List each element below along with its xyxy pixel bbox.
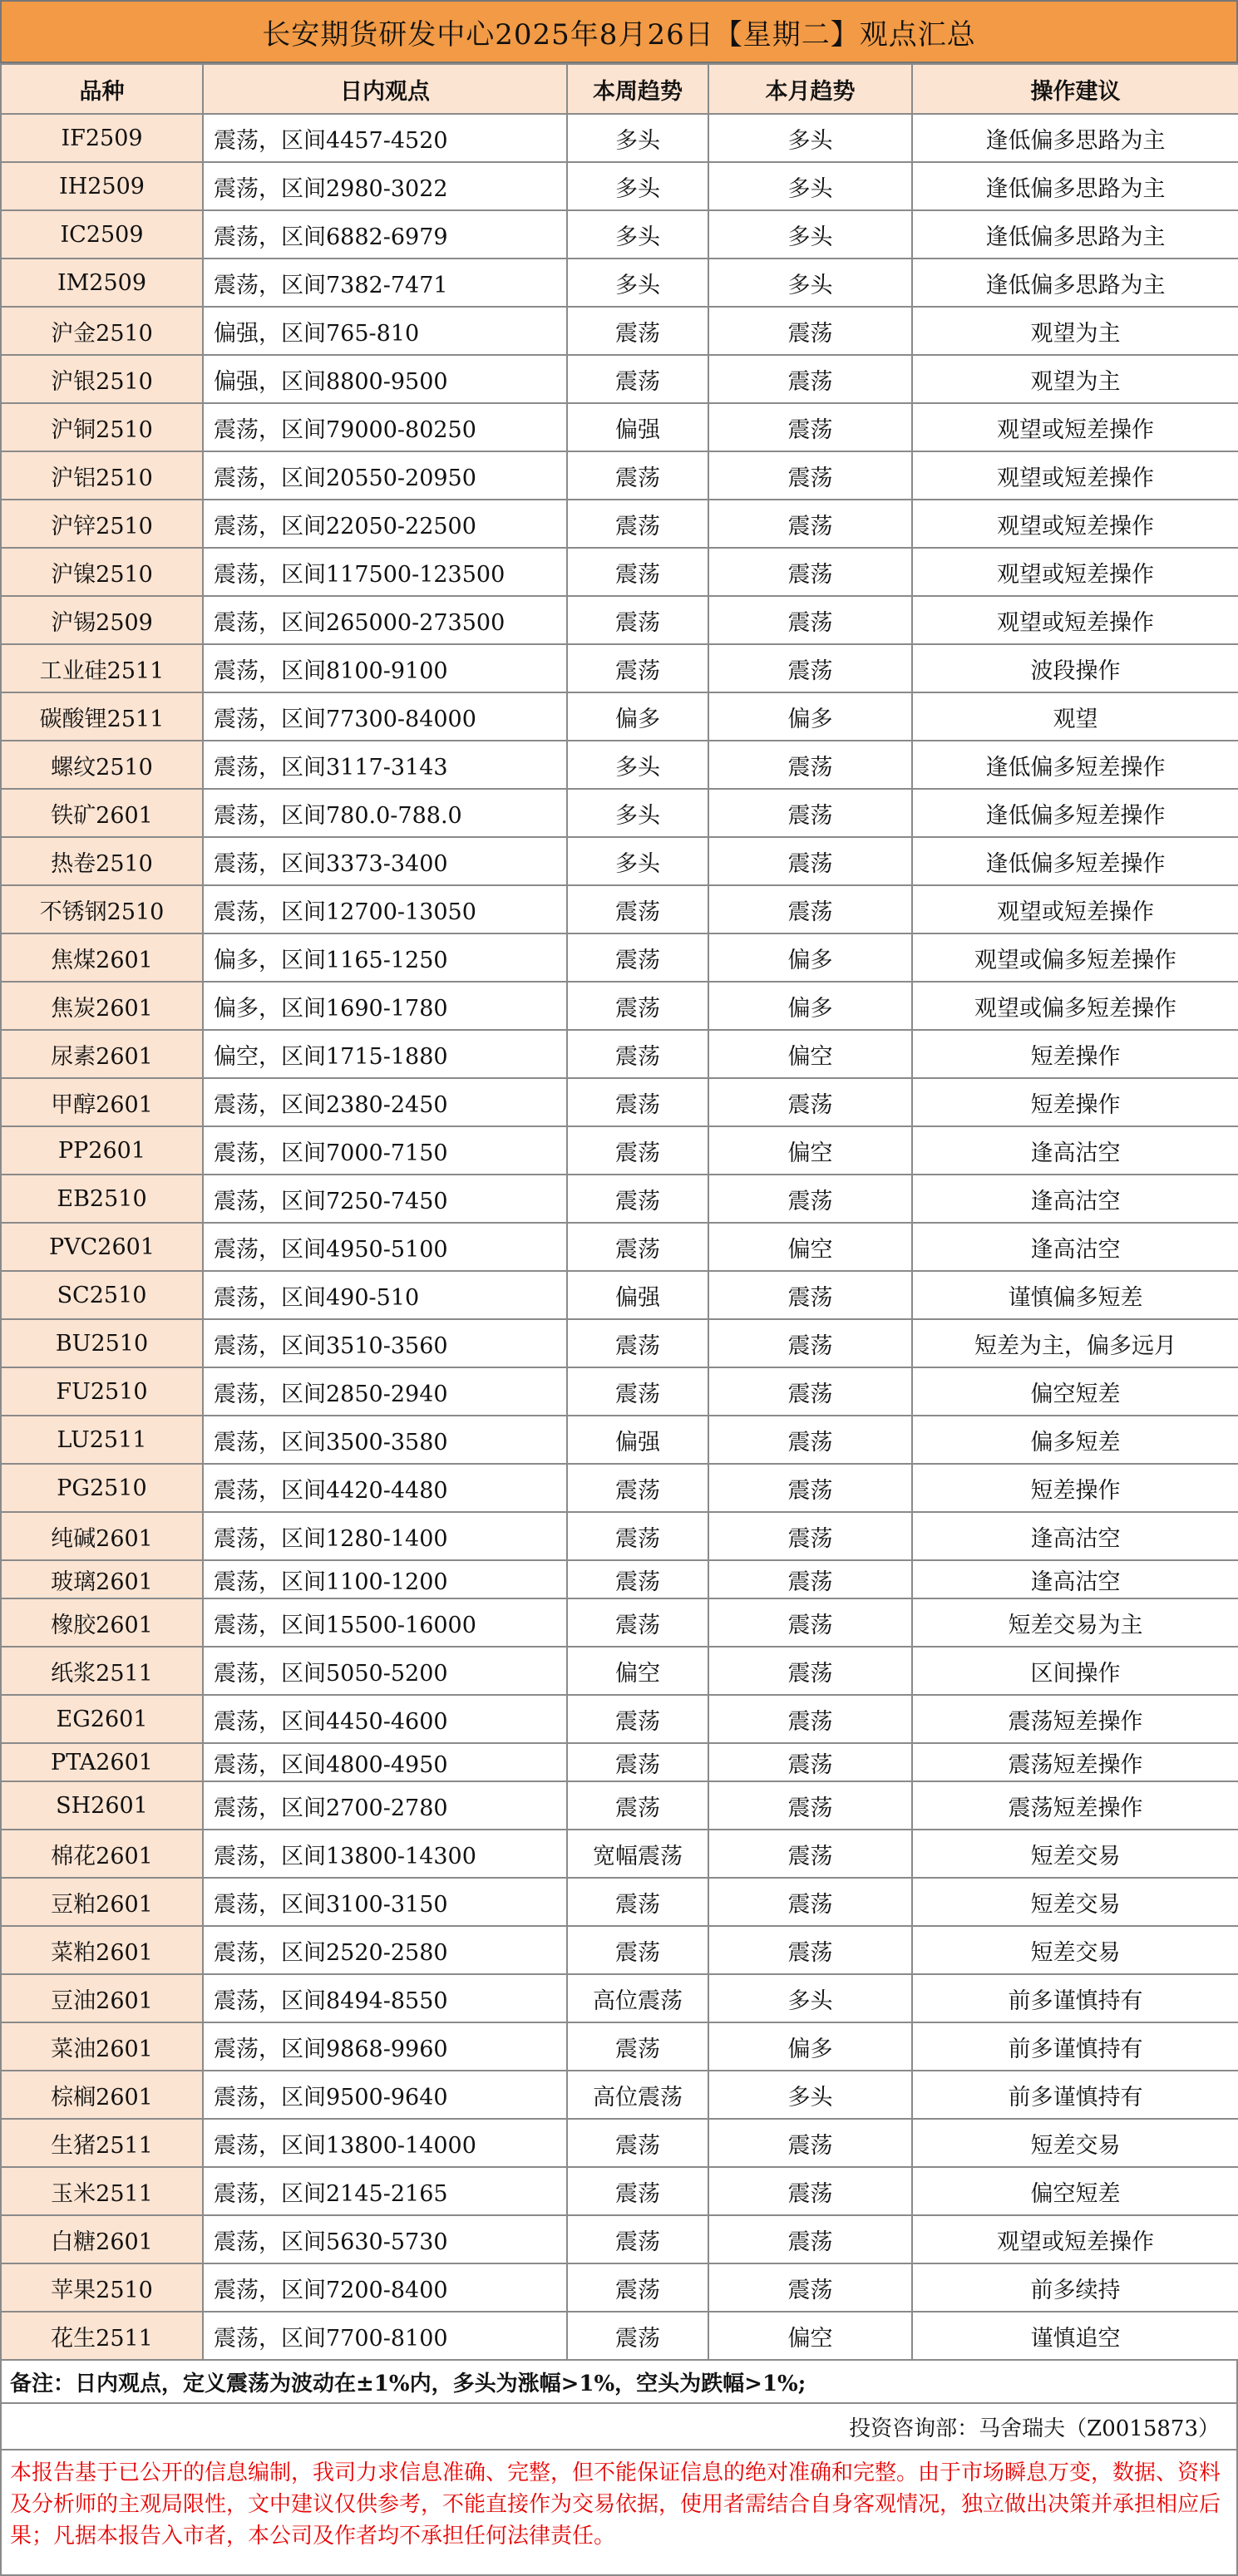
cell-intraday-view: 震荡，区间79000-80250 (203, 403, 567, 451)
cell-intraday-view: 震荡，区间4420-4480 (203, 1464, 567, 1512)
cell-weekly-trend: 震荡 (567, 644, 708, 692)
cell-monthly-trend: 震荡 (708, 1464, 912, 1512)
cell-monthly-trend: 偏多 (708, 692, 912, 741)
cell-weekly-trend: 偏多 (567, 692, 708, 741)
cell-weekly-trend: 震荡 (567, 2167, 708, 2215)
cell-suggestion: 短差交易 (912, 1926, 1238, 1974)
cell-weekly-trend: 偏空 (567, 1647, 708, 1695)
cell-weekly-trend: 震荡 (567, 1878, 708, 1926)
cell-variety: IM2509 (1, 259, 203, 307)
cell-intraday-view: 震荡，区间7200-8400 (203, 2263, 567, 2312)
table-row (1, 355, 1238, 403)
table-row (1, 1464, 1238, 1512)
cell-suggestion: 短差操作 (912, 1078, 1238, 1126)
header-monthly-trend: 本月趋势 (708, 64, 912, 114)
cell-weekly-trend: 震荡 (567, 1464, 708, 1512)
cell-variety: 纯碱2601 (1, 1512, 203, 1560)
table-row (1, 2167, 1238, 2215)
cell-intraday-view: 震荡，区间7382-7471 (203, 259, 567, 307)
cell-variety: 焦煤2601 (1, 933, 203, 982)
cell-suggestion: 观望或短差操作 (912, 451, 1238, 500)
cell-intraday-view: 震荡，区间5630-5730 (203, 2215, 567, 2263)
cell-weekly-trend: 震荡 (567, 1512, 708, 1560)
cell-variety: 沪镍2510 (1, 548, 203, 596)
cell-variety: 螺纹2510 (1, 741, 203, 789)
cell-weekly-trend: 震荡 (567, 307, 708, 355)
table-row (1, 548, 1238, 596)
cell-variety: PVC2601 (1, 1223, 203, 1271)
cell-weekly-trend: 震荡 (567, 982, 708, 1030)
cell-variety: 白糖2601 (1, 2215, 203, 2263)
cell-weekly-trend: 震荡 (567, 451, 708, 500)
cell-weekly-trend: 震荡 (567, 2022, 708, 2071)
cell-intraday-view: 震荡，区间1280-1400 (203, 1512, 567, 1560)
cell-intraday-view: 震荡，区间780.0-788.0 (203, 789, 567, 837)
table-row (1, 2071, 1238, 2119)
cell-variety: SC2510 (1, 1271, 203, 1319)
cell-suggestion: 前多谨慎持有 (912, 2071, 1238, 2119)
cell-suggestion: 震荡短差操作 (912, 1695, 1238, 1743)
cell-variety: 沪铝2510 (1, 451, 203, 500)
cell-intraday-view: 震荡，区间3373-3400 (203, 837, 567, 885)
views-table (0, 63, 1238, 2361)
cell-monthly-trend: 震荡 (708, 2119, 912, 2167)
cell-variety: 沪锡2509 (1, 596, 203, 644)
table-row (1, 2312, 1238, 2360)
cell-monthly-trend: 多头 (708, 114, 912, 162)
cell-monthly-trend: 震荡 (708, 1647, 912, 1695)
cell-variety: 花生2511 (1, 2312, 203, 2360)
cell-suggestion: 逢低偏多思路为主 (912, 162, 1238, 210)
cell-monthly-trend: 震荡 (708, 1743, 912, 1781)
cell-suggestion: 区间操作 (912, 1647, 1238, 1695)
cell-monthly-trend: 震荡 (708, 1598, 912, 1647)
cell-suggestion: 观望或短差操作 (912, 2215, 1238, 2263)
cell-suggestion: 逢低偏多思路为主 (912, 259, 1238, 307)
cell-variety: 碳酸锂2511 (1, 692, 203, 741)
cell-intraday-view: 震荡，区间77300-84000 (203, 692, 567, 741)
cell-monthly-trend: 震荡 (708, 885, 912, 933)
table-row (1, 596, 1238, 644)
table-row (1, 403, 1238, 451)
cell-suggestion: 观望或短差操作 (912, 500, 1238, 548)
cell-intraday-view: 震荡，区间4950-5100 (203, 1223, 567, 1271)
cell-monthly-trend: 震荡 (708, 307, 912, 355)
cell-suggestion: 谨慎偏多短差 (912, 1271, 1238, 1319)
table-row (1, 1512, 1238, 1560)
cell-variety: 纸浆2511 (1, 1647, 203, 1695)
cell-monthly-trend: 震荡 (708, 596, 912, 644)
cell-intraday-view: 震荡，区间2520-2580 (203, 1926, 567, 1974)
cell-variety: 玻璃2601 (1, 1560, 203, 1598)
cell-suggestion: 逢高沽空 (912, 1512, 1238, 1560)
table-row (1, 1781, 1238, 1830)
cell-monthly-trend: 震荡 (708, 2215, 912, 2263)
cell-weekly-trend: 震荡 (567, 1078, 708, 1126)
table-row (1, 789, 1238, 837)
cell-variety: LU2511 (1, 1416, 203, 1464)
header-variety: 品种 (1, 64, 203, 114)
table-row (1, 307, 1238, 355)
cell-weekly-trend: 震荡 (567, 2263, 708, 2312)
cell-suggestion: 偏空短差 (912, 2167, 1238, 2215)
cell-variety: 铁矿2601 (1, 789, 203, 837)
cell-suggestion: 逢低偏多短差操作 (912, 741, 1238, 789)
cell-monthly-trend: 震荡 (708, 2263, 912, 2312)
cell-suggestion: 逢高沽空 (912, 1175, 1238, 1223)
header-suggestion: 操作建议 (912, 64, 1238, 114)
header-intraday-view: 日内观点 (203, 64, 567, 114)
cell-monthly-trend: 震荡 (708, 1512, 912, 1560)
cell-intraday-view: 震荡，区间1100-1200 (203, 1560, 567, 1598)
cell-variety: PTA2601 (1, 1743, 203, 1781)
cell-monthly-trend: 震荡 (708, 837, 912, 885)
table-row (1, 1830, 1238, 1878)
footnote: 备注：日内观点，定义震荡为波动在±1%内，多头为涨幅>1%，空头为跌幅>1%; (0, 2361, 1238, 2404)
cell-weekly-trend: 震荡 (567, 1926, 708, 1974)
cell-monthly-trend: 震荡 (708, 1367, 912, 1416)
cell-variety: 豆油2601 (1, 1974, 203, 2022)
cell-weekly-trend: 震荡 (567, 2119, 708, 2167)
cell-suggestion: 短差为主，偏多远月 (912, 1319, 1238, 1367)
cell-weekly-trend: 偏强 (567, 1271, 708, 1319)
cell-suggestion: 短差交易为主 (912, 1598, 1238, 1647)
cell-variety: 沪铜2510 (1, 403, 203, 451)
cell-suggestion: 逢高沽空 (912, 1126, 1238, 1175)
table-row (1, 1560, 1238, 1598)
cell-weekly-trend: 高位震荡 (567, 1974, 708, 2022)
cell-intraday-view: 偏空，区间1715-1880 (203, 1030, 567, 1078)
cell-intraday-view: 震荡，区间265000-273500 (203, 596, 567, 644)
cell-suggestion: 短差操作 (912, 1464, 1238, 1512)
cell-weekly-trend: 震荡 (567, 596, 708, 644)
cell-intraday-view: 震荡，区间4457-4520 (203, 114, 567, 162)
cell-weekly-trend: 震荡 (567, 500, 708, 548)
cell-intraday-view: 震荡，区间3510-3560 (203, 1319, 567, 1367)
cell-suggestion: 逢低偏多思路为主 (912, 114, 1238, 162)
cell-suggestion: 逢高沽空 (912, 1560, 1238, 1598)
cell-intraday-view: 震荡，区间117500-123500 (203, 548, 567, 596)
cell-monthly-trend: 多头 (708, 2071, 912, 2119)
cell-monthly-trend: 震荡 (708, 789, 912, 837)
cell-suggestion: 谨慎追空 (912, 2312, 1238, 2360)
table-row (1, 2263, 1238, 2312)
table-row (1, 1271, 1238, 1319)
table-row (1, 1647, 1238, 1695)
cell-suggestion: 观望 (912, 692, 1238, 741)
cell-intraday-view: 震荡，区间2380-2450 (203, 1078, 567, 1126)
cell-variety: FU2510 (1, 1367, 203, 1416)
cell-intraday-view: 震荡，区间9500-9640 (203, 2071, 567, 2119)
cell-weekly-trend: 震荡 (567, 1030, 708, 1078)
cell-weekly-trend: 多头 (567, 837, 708, 885)
table-row (1, 741, 1238, 789)
cell-intraday-view: 震荡，区间5050-5200 (203, 1647, 567, 1695)
cell-weekly-trend: 震荡 (567, 2312, 708, 2360)
cell-weekly-trend: 震荡 (567, 548, 708, 596)
table-row (1, 2215, 1238, 2263)
cell-monthly-trend: 震荡 (708, 644, 912, 692)
header-weekly-trend: 本周趋势 (567, 64, 708, 114)
cell-weekly-trend: 震荡 (567, 1560, 708, 1598)
table-row (1, 1126, 1238, 1175)
cell-intraday-view: 震荡，区间7250-7450 (203, 1175, 567, 1223)
cell-monthly-trend: 震荡 (708, 548, 912, 596)
cell-monthly-trend: 多头 (708, 1974, 912, 2022)
cell-intraday-view: 震荡，区间3500-3580 (203, 1416, 567, 1464)
table-row (1, 1319, 1238, 1367)
cell-weekly-trend: 多头 (567, 259, 708, 307)
table-row (1, 1743, 1238, 1781)
cell-monthly-trend: 偏多 (708, 982, 912, 1030)
cell-suggestion: 逢高沽空 (912, 1223, 1238, 1271)
table-row (1, 837, 1238, 885)
cell-monthly-trend: 震荡 (708, 403, 912, 451)
cell-monthly-trend: 偏空 (708, 1030, 912, 1078)
cell-intraday-view: 震荡，区间9868-9960 (203, 2022, 567, 2071)
cell-suggestion: 震荡短差操作 (912, 1781, 1238, 1830)
cell-variety: IF2509 (1, 114, 203, 162)
cell-monthly-trend: 偏空 (708, 1126, 912, 1175)
cell-monthly-trend: 震荡 (708, 1830, 912, 1878)
contact-line: 投资咨询部：马舍瑞夫（Z0015873） (0, 2404, 1238, 2450)
table-row (1, 162, 1238, 210)
cell-weekly-trend: 震荡 (567, 1781, 708, 1830)
table-row (1, 2119, 1238, 2167)
cell-intraday-view: 震荡，区间7000-7150 (203, 1126, 567, 1175)
table-row (1, 1695, 1238, 1743)
cell-suggestion: 波段操作 (912, 644, 1238, 692)
page-title: 长安期货研发中心2025年8月26日【星期二】观点汇总 (0, 0, 1238, 63)
cell-monthly-trend: 多头 (708, 210, 912, 259)
cell-intraday-view: 震荡，区间8494-8550 (203, 1974, 567, 2022)
cell-suggestion: 短差操作 (912, 1030, 1238, 1078)
cell-variety: 棉花2601 (1, 1830, 203, 1878)
cell-weekly-trend: 偏强 (567, 1416, 708, 1464)
cell-weekly-trend: 震荡 (567, 1743, 708, 1781)
cell-variety: PG2510 (1, 1464, 203, 1512)
cell-weekly-trend: 震荡 (567, 933, 708, 982)
cell-suggestion: 观望或偏多短差操作 (912, 933, 1238, 982)
cell-weekly-trend: 震荡 (567, 885, 708, 933)
table-row (1, 885, 1238, 933)
cell-variety: 玉米2511 (1, 2167, 203, 2215)
cell-intraday-view: 偏强，区间765-810 (203, 307, 567, 355)
cell-intraday-view: 偏强，区间8800-9500 (203, 355, 567, 403)
cell-intraday-view: 震荡，区间13800-14300 (203, 1830, 567, 1878)
table-row (1, 451, 1238, 500)
cell-intraday-view: 震荡，区间2700-2780 (203, 1781, 567, 1830)
cell-variety: SH2601 (1, 1781, 203, 1830)
cell-intraday-view: 偏多，区间1165-1250 (203, 933, 567, 982)
cell-weekly-trend: 震荡 (567, 1319, 708, 1367)
cell-weekly-trend: 震荡 (567, 355, 708, 403)
cell-monthly-trend: 震荡 (708, 355, 912, 403)
cell-suggestion: 前多谨慎持有 (912, 1974, 1238, 2022)
cell-monthly-trend: 震荡 (708, 1078, 912, 1126)
table-row (1, 644, 1238, 692)
cell-intraday-view: 震荡，区间7700-8100 (203, 2312, 567, 2360)
cell-suggestion: 观望或短差操作 (912, 885, 1238, 933)
cell-variety: BU2510 (1, 1319, 203, 1367)
cell-intraday-view: 震荡，区间3100-3150 (203, 1878, 567, 1926)
cell-suggestion: 短差交易 (912, 2119, 1238, 2167)
cell-suggestion: 观望或短差操作 (912, 596, 1238, 644)
cell-variety: EG2601 (1, 1695, 203, 1743)
table-row (1, 1030, 1238, 1078)
cell-intraday-view: 震荡，区间22050-22500 (203, 500, 567, 548)
disclaimer: 本报告基于已公开的信息编制，我司力求信息准确、完整，但不能保证信息的绝对准确和完整。由于市场瞬息万变，数据、资料及分析师的主观局限性，文中建议仅供参考，不能直接作为交易依据，使用者需结合自身客观情况，独立做出决策并承担相应后果；凡据本报告入市者，本公司及作者均不承担任何法律责任。 (0, 2450, 1238, 2576)
cell-suggestion: 逢低偏多思路为主 (912, 210, 1238, 259)
cell-suggestion: 观望为主 (912, 307, 1238, 355)
cell-weekly-trend: 多头 (567, 210, 708, 259)
cell-suggestion: 观望或短差操作 (912, 548, 1238, 596)
cell-monthly-trend: 震荡 (708, 1271, 912, 1319)
cell-weekly-trend: 震荡 (567, 1695, 708, 1743)
cell-suggestion: 震荡短差操作 (912, 1743, 1238, 1781)
cell-suggestion: 逢低偏多短差操作 (912, 837, 1238, 885)
table-row (1, 1974, 1238, 2022)
cell-intraday-view: 震荡，区间8100-9100 (203, 644, 567, 692)
cell-suggestion: 观望为主 (912, 355, 1238, 403)
cell-suggestion: 前多谨慎持有 (912, 2022, 1238, 2071)
table-row (1, 1416, 1238, 1464)
table-row (1, 1078, 1238, 1126)
cell-variety: 工业硅2511 (1, 644, 203, 692)
table-row (1, 933, 1238, 982)
cell-monthly-trend: 震荡 (708, 500, 912, 548)
cell-weekly-trend: 多头 (567, 789, 708, 837)
cell-weekly-trend: 多头 (567, 162, 708, 210)
cell-variety: 橡胶2601 (1, 1598, 203, 1647)
cell-variety: 热卷2510 (1, 837, 203, 885)
cell-monthly-trend: 多头 (708, 162, 912, 210)
cell-intraday-view: 震荡，区间490-510 (203, 1271, 567, 1319)
table-row (1, 1175, 1238, 1223)
cell-monthly-trend: 震荡 (708, 1695, 912, 1743)
cell-weekly-trend: 震荡 (567, 1598, 708, 1647)
cell-variety: 菜粕2601 (1, 1926, 203, 1974)
cell-monthly-trend: 震荡 (708, 1319, 912, 1367)
cell-suggestion: 偏空短差 (912, 1367, 1238, 1416)
cell-variety: 尿素2601 (1, 1030, 203, 1078)
table-row (1, 114, 1238, 162)
cell-variety: 生猪2511 (1, 2119, 203, 2167)
cell-variety: 沪金2510 (1, 307, 203, 355)
cell-weekly-trend: 偏强 (567, 403, 708, 451)
cell-variety: PP2601 (1, 1126, 203, 1175)
table-row (1, 1367, 1238, 1416)
cell-monthly-trend: 偏多 (708, 933, 912, 982)
cell-variety: 沪锌2510 (1, 500, 203, 548)
cell-intraday-view: 震荡，区间6882-6979 (203, 210, 567, 259)
cell-intraday-view: 震荡，区间2850-2940 (203, 1367, 567, 1416)
cell-intraday-view: 偏多，区间1690-1780 (203, 982, 567, 1030)
cell-intraday-view: 震荡，区间2980-3022 (203, 162, 567, 210)
cell-variety: 苹果2510 (1, 2263, 203, 2312)
table-row (1, 1598, 1238, 1647)
cell-monthly-trend: 震荡 (708, 1175, 912, 1223)
cell-suggestion: 前多续持 (912, 2263, 1238, 2312)
cell-variety: 甲醇2601 (1, 1078, 203, 1126)
cell-monthly-trend: 震荡 (708, 1416, 912, 1464)
cell-suggestion: 短差交易 (912, 1878, 1238, 1926)
table-row (1, 692, 1238, 741)
table-row (1, 982, 1238, 1030)
cell-monthly-trend: 震荡 (708, 1781, 912, 1830)
header-row (1, 64, 1238, 114)
cell-weekly-trend: 震荡 (567, 1223, 708, 1271)
cell-intraday-view: 震荡，区间3117-3143 (203, 741, 567, 789)
cell-monthly-trend: 震荡 (708, 741, 912, 789)
cell-suggestion: 观望或偏多短差操作 (912, 982, 1238, 1030)
cell-variety: IH2509 (1, 162, 203, 210)
cell-suggestion: 短差交易 (912, 1830, 1238, 1878)
cell-monthly-trend: 震荡 (708, 1878, 912, 1926)
cell-intraday-view: 震荡，区间4800-4950 (203, 1743, 567, 1781)
cell-variety: 棕榈2601 (1, 2071, 203, 2119)
cell-intraday-view: 震荡，区间20550-20950 (203, 451, 567, 500)
cell-suggestion: 逢低偏多短差操作 (912, 789, 1238, 837)
cell-weekly-trend: 震荡 (567, 1367, 708, 1416)
cell-variety: 豆粕2601 (1, 1878, 203, 1926)
cell-variety: EB2510 (1, 1175, 203, 1223)
cell-weekly-trend: 高位震荡 (567, 2071, 708, 2119)
cell-variety: 不锈钢2510 (1, 885, 203, 933)
cell-monthly-trend: 偏多 (708, 2022, 912, 2071)
cell-intraday-view: 震荡，区间4450-4600 (203, 1695, 567, 1743)
cell-monthly-trend: 多头 (708, 259, 912, 307)
cell-monthly-trend: 震荡 (708, 1560, 912, 1598)
cell-monthly-trend: 偏空 (708, 1223, 912, 1271)
cell-monthly-trend: 震荡 (708, 1926, 912, 1974)
cell-variety: 沪银2510 (1, 355, 203, 403)
cell-intraday-view: 震荡，区间2145-2165 (203, 2167, 567, 2215)
cell-monthly-trend: 震荡 (708, 2167, 912, 2215)
cell-weekly-trend: 震荡 (567, 2215, 708, 2263)
cell-intraday-view: 震荡，区间15500-16000 (203, 1598, 567, 1647)
table-row (1, 2022, 1238, 2071)
cell-variety: 菜油2601 (1, 2022, 203, 2071)
table-row (1, 1878, 1238, 1926)
table-row (1, 1223, 1238, 1271)
table-row (1, 210, 1238, 259)
cell-monthly-trend: 偏空 (708, 2312, 912, 2360)
cell-suggestion: 观望或短差操作 (912, 403, 1238, 451)
cell-weekly-trend: 震荡 (567, 1126, 708, 1175)
cell-variety: 焦炭2601 (1, 982, 203, 1030)
cell-intraday-view: 震荡，区间12700-13050 (203, 885, 567, 933)
table-body (1, 114, 1238, 2360)
cell-weekly-trend: 多头 (567, 741, 708, 789)
cell-variety: IC2509 (1, 210, 203, 259)
cell-intraday-view: 震荡，区间13800-14000 (203, 2119, 567, 2167)
table-row (1, 500, 1238, 548)
table-row (1, 1926, 1238, 1974)
table-row (1, 259, 1238, 307)
cell-suggestion: 偏多短差 (912, 1416, 1238, 1464)
cell-weekly-trend: 震荡 (567, 1175, 708, 1223)
cell-monthly-trend: 震荡 (708, 451, 912, 500)
cell-weekly-trend: 多头 (567, 114, 708, 162)
cell-weekly-trend: 宽幅震荡 (567, 1830, 708, 1878)
